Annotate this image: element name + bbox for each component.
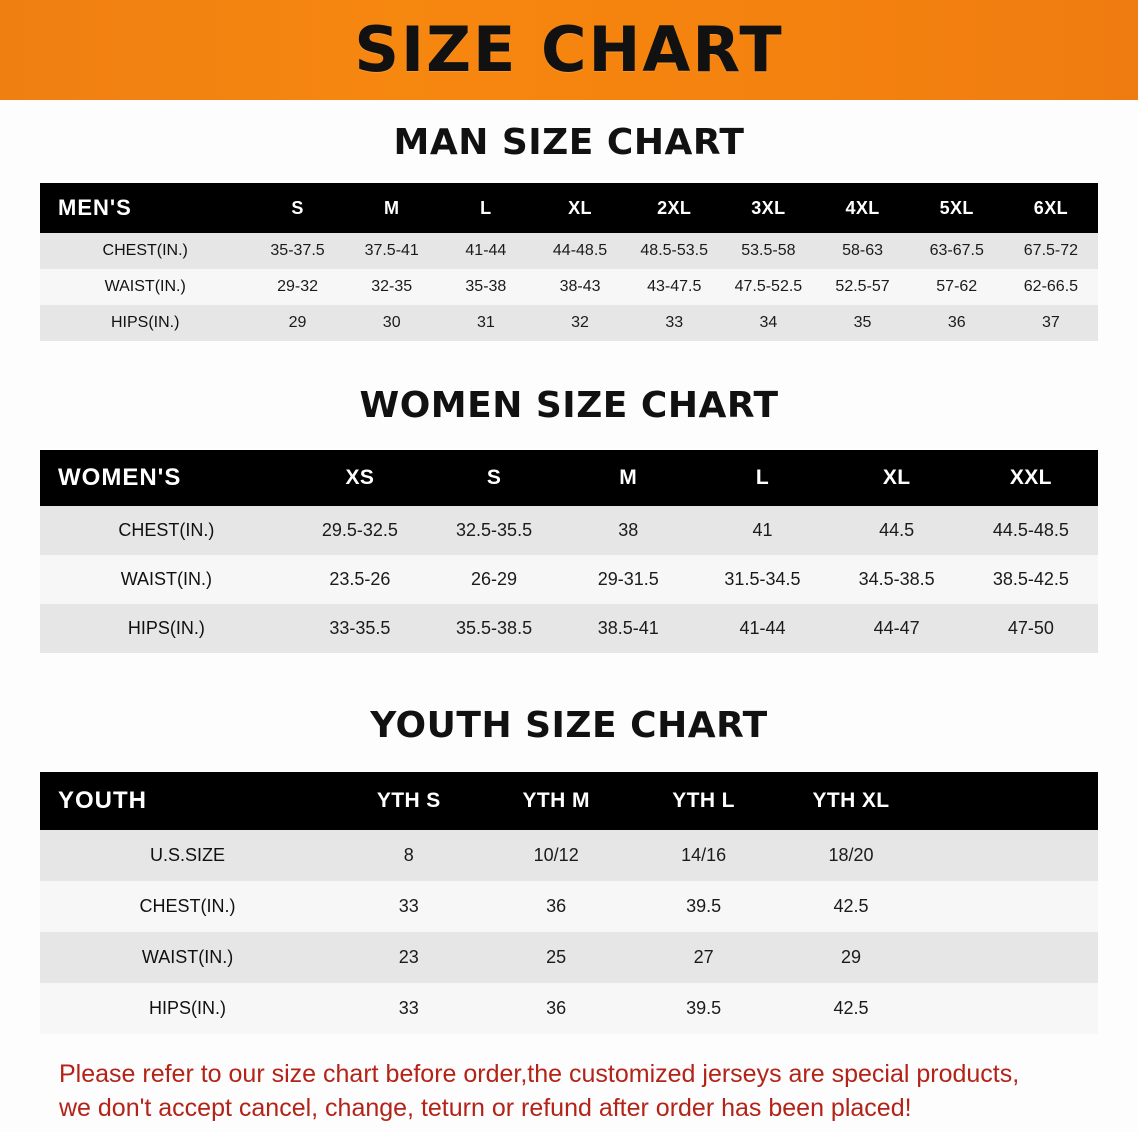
header-banner: [0, 0, 1138, 100]
women-cell-1-5: 34.5-38.5: [830, 555, 964, 604]
women-cell-0-1: 29.5-32.5: [293, 506, 427, 555]
youth-header-cell-4: YTH XL: [777, 772, 924, 830]
youth-cell-2-1: 23: [335, 932, 482, 983]
man-cell-2-1: 29: [250, 305, 344, 341]
man-cell-2-5: 33: [627, 305, 721, 341]
man-cell-1-1: 29-32: [250, 269, 344, 305]
disclaimer-note: [59, 1058, 1079, 1126]
table-header-row: [40, 450, 1098, 506]
table-row: [40, 983, 1098, 1034]
youth-size-table: [40, 772, 1098, 1034]
man-cell-0-4: 44-48.5: [533, 233, 627, 269]
man-cell-1-2: 32-35: [345, 269, 439, 305]
women-cell-2-0: HIPS(IN.): [40, 604, 293, 653]
youth-cell-1-2: 36: [482, 881, 629, 932]
women-table-head: [40, 450, 1098, 506]
youth-cell-1-4: 42.5: [777, 881, 924, 932]
youth-header-cell-3: YTH L: [630, 772, 777, 830]
youth-cell-1-spacer: [925, 881, 1098, 932]
women-cell-1-1: 23.5-26: [293, 555, 427, 604]
youth-cell-2-spacer: [925, 932, 1098, 983]
women-cell-0-0: CHEST(IN.): [40, 506, 293, 555]
man-cell-1-6: 47.5-52.5: [721, 269, 815, 305]
women-cell-2-2: 35.5-38.5: [427, 604, 561, 653]
youth-cell-3-spacer: [925, 983, 1098, 1034]
man-header-cell-6: 3XL: [721, 183, 815, 233]
man-section-title: MAN SIZE CHART: [393, 122, 745, 163]
women-size-table: [40, 450, 1098, 653]
women-cell-1-4: 31.5-34.5: [695, 555, 829, 604]
page-title: SIZE CHART: [354, 13, 784, 86]
youth-cell-3-0: HIPS(IN.): [40, 983, 335, 1034]
man-table-body: [40, 233, 1098, 341]
women-section-title: WOMEN SIZE CHART: [359, 385, 779, 426]
man-size-table: [40, 183, 1098, 341]
women-cell-2-6: 47-50: [964, 604, 1098, 653]
man-table-wrapper: [40, 183, 1098, 341]
women-cell-0-6: 44.5-48.5: [964, 506, 1098, 555]
man-cell-2-0: HIPS(IN.): [40, 305, 250, 341]
youth-cell-1-1: 33: [335, 881, 482, 932]
disclaimer-line-1: Please refer to our size chart before order,the customized jerseys are special products,: [59, 1060, 1020, 1088]
man-cell-0-0: CHEST(IN.): [40, 233, 250, 269]
youth-table-body: [40, 830, 1098, 1034]
table-row: [40, 830, 1098, 881]
table-row: [40, 233, 1098, 269]
man-cell-1-0: WAIST(IN.): [40, 269, 250, 305]
women-cell-0-4: 41: [695, 506, 829, 555]
man-cell-0-7: 58-63: [815, 233, 909, 269]
man-header-cell-3: L: [439, 183, 533, 233]
women-cell-0-3: 38: [561, 506, 695, 555]
man-cell-1-9: 62-66.5: [1004, 269, 1098, 305]
youth-cell-1-3: 39.5: [630, 881, 777, 932]
women-cell-1-2: 26-29: [427, 555, 561, 604]
man-header-cell-9: 6XL: [1004, 183, 1098, 233]
man-header-cell-2: M: [345, 183, 439, 233]
man-cell-1-8: 57-62: [910, 269, 1004, 305]
man-cell-2-3: 31: [439, 305, 533, 341]
women-header-cell-2: S: [427, 450, 561, 506]
youth-cell-3-4: 42.5: [777, 983, 924, 1034]
women-cell-2-5: 44-47: [830, 604, 964, 653]
man-cell-1-7: 52.5-57: [815, 269, 909, 305]
table-row: [40, 506, 1098, 555]
man-cell-2-9: 37: [1004, 305, 1098, 341]
man-cell-0-9: 67.5-72: [1004, 233, 1098, 269]
table-row: [40, 305, 1098, 341]
women-header-cell-3: M: [561, 450, 695, 506]
man-cell-2-4: 32: [533, 305, 627, 341]
youth-table-head: [40, 772, 1098, 830]
youth-section-title: YOUTH SIZE CHART: [370, 705, 768, 746]
youth-cell-0-4: 18/20: [777, 830, 924, 881]
women-cell-2-3: 38.5-41: [561, 604, 695, 653]
women-header-cell-1: XS: [293, 450, 427, 506]
man-cell-2-8: 36: [910, 305, 1004, 341]
man-header-cell-1: S: [250, 183, 344, 233]
table-row: [40, 555, 1098, 604]
table-header-row: [40, 183, 1098, 233]
table-row: [40, 604, 1098, 653]
man-cell-1-4: 38-43: [533, 269, 627, 305]
women-cell-1-6: 38.5-42.5: [964, 555, 1098, 604]
youth-header-spacer: [925, 772, 1098, 830]
man-header-cell-0: MEN'S: [40, 183, 250, 233]
women-cell-2-4: 41-44: [695, 604, 829, 653]
man-cell-0-1: 35-37.5: [250, 233, 344, 269]
women-header-cell-5: XL: [830, 450, 964, 506]
women-cell-1-3: 29-31.5: [561, 555, 695, 604]
man-cell-0-8: 63-67.5: [910, 233, 1004, 269]
youth-table-wrapper: [40, 772, 1098, 1034]
man-cell-1-5: 43-47.5: [627, 269, 721, 305]
man-header-cell-5: 2XL: [627, 183, 721, 233]
table-row: [40, 881, 1098, 932]
youth-cell-2-4: 29: [777, 932, 924, 983]
youth-cell-0-0: U.S.SIZE: [40, 830, 335, 881]
women-header-cell-0: WOMEN'S: [40, 450, 293, 506]
women-cell-2-1: 33-35.5: [293, 604, 427, 653]
youth-cell-0-spacer: [925, 830, 1098, 881]
man-cell-0-3: 41-44: [439, 233, 533, 269]
women-cell-0-2: 32.5-35.5: [427, 506, 561, 555]
man-header-cell-7: 4XL: [815, 183, 909, 233]
youth-cell-3-3: 39.5: [630, 983, 777, 1034]
youth-cell-2-0: WAIST(IN.): [40, 932, 335, 983]
table-row: [40, 932, 1098, 983]
women-table-body: [40, 506, 1098, 653]
man-cell-2-2: 30: [345, 305, 439, 341]
man-header-cell-8: 5XL: [910, 183, 1004, 233]
women-table-wrapper: [40, 450, 1098, 653]
youth-cell-1-0: CHEST(IN.): [40, 881, 335, 932]
youth-cell-2-3: 27: [630, 932, 777, 983]
youth-header-cell-2: YTH M: [482, 772, 629, 830]
table-header-row: [40, 772, 1098, 830]
women-cell-0-5: 44.5: [830, 506, 964, 555]
youth-header-cell-1: YTH S: [335, 772, 482, 830]
women-cell-1-0: WAIST(IN.): [40, 555, 293, 604]
man-cell-0-5: 48.5-53.5: [627, 233, 721, 269]
youth-cell-3-2: 36: [482, 983, 629, 1034]
women-header-cell-4: L: [695, 450, 829, 506]
youth-header-cell-0: YOUTH: [40, 772, 335, 830]
table-row: [40, 269, 1098, 305]
youth-cell-2-2: 25: [482, 932, 629, 983]
youth-cell-3-1: 33: [335, 983, 482, 1034]
youth-cell-0-1: 8: [335, 830, 482, 881]
man-cell-1-3: 35-38: [439, 269, 533, 305]
man-cell-2-6: 34: [721, 305, 815, 341]
man-table-head: [40, 183, 1098, 233]
women-header-cell-6: XXL: [964, 450, 1098, 506]
man-cell-0-6: 53.5-58: [721, 233, 815, 269]
man-cell-0-2: 37.5-41: [345, 233, 439, 269]
man-header-cell-4: XL: [533, 183, 627, 233]
youth-cell-0-3: 14/16: [630, 830, 777, 881]
youth-cell-0-2: 10/12: [482, 830, 629, 881]
disclaimer-line-2: we don't accept cancel, change, teturn or refund after order has been placed!: [59, 1093, 912, 1122]
man-cell-2-7: 35: [815, 305, 909, 341]
